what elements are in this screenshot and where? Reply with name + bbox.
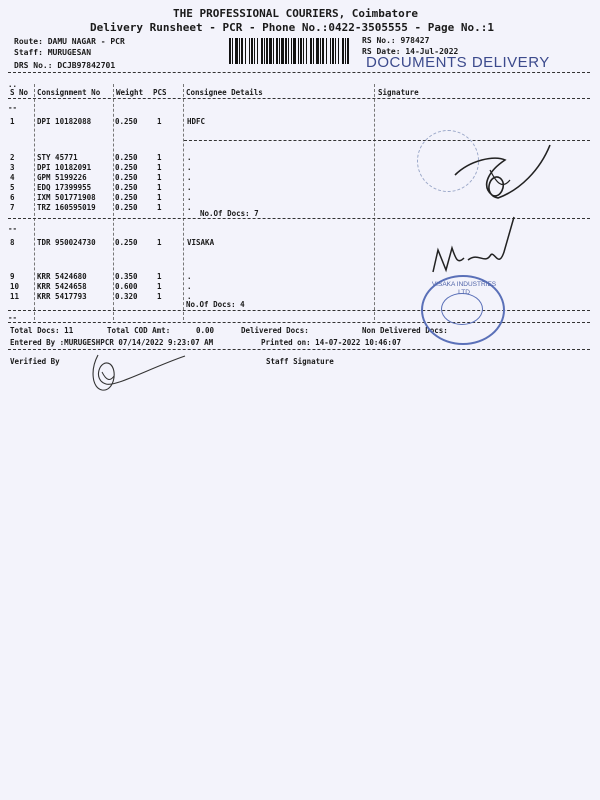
group-marker: -- — [8, 313, 18, 322]
row-pcs: 1 — [157, 163, 162, 172]
documents-delivery-stamp: DOCUMENTS DELIVERY — [366, 54, 550, 71]
staff-signature-label: Staff Signature — [266, 357, 334, 366]
drs-number: DRS No.: DCJB97842701 — [14, 61, 116, 70]
col-consignment: Consignment No — [37, 88, 101, 97]
col-sno: S No — [10, 88, 29, 97]
row-consignee-details: . — [187, 282, 192, 291]
divider — [8, 322, 590, 323]
row-sno: 4 — [10, 173, 15, 182]
group-marker: -- — [8, 103, 18, 112]
row-sno: 5 — [10, 183, 15, 192]
row-sno: 7 — [10, 203, 15, 212]
row-sno: 1 — [10, 117, 15, 126]
group-doc-count: No.Of Docs: 7 — [200, 209, 259, 218]
route-label: Route: DAMU NAGAR - PCR — [14, 37, 125, 46]
col-pcs: PCS — [153, 88, 167, 97]
row-pcs: 1 — [157, 203, 162, 212]
seal-text: VISAKA INDUSTRIES LTD — [431, 281, 497, 296]
row-consignee-details: . — [187, 193, 192, 202]
row-consignee-details: . — [187, 173, 192, 182]
row-pcs: 1 — [157, 117, 162, 126]
rs-number: RS No.: 978427 — [362, 36, 430, 45]
row-consignment-no: KRR 5424658 — [37, 282, 87, 291]
col-consignee: Consignee Details — [186, 88, 263, 97]
row-consignee-details: . — [187, 272, 192, 281]
row-consignee-details: . — [187, 203, 192, 212]
row-weight: 0.250 — [115, 163, 138, 172]
row-consignment-no: IXM 501771908 — [37, 193, 96, 202]
col-line — [183, 84, 184, 320]
runsheet-title: Delivery Runsheet - PCR - Phone No.:0422-3505555 - Page No.:1 — [90, 21, 494, 34]
row-sno: 2 — [10, 153, 15, 162]
col-line — [374, 84, 375, 320]
visaka-seal — [421, 275, 505, 345]
col-signature: Signature — [378, 88, 419, 97]
row-weight: 0.250 — [115, 173, 138, 182]
group-marker: -- — [8, 224, 18, 233]
row-pcs: 1 — [157, 173, 162, 182]
row-weight: 0.350 — [115, 272, 138, 281]
row-consignee-details: HDFC — [187, 117, 206, 126]
row-weight: 0.250 — [115, 117, 138, 126]
entered-by: Entered By :MURUGESHPCR 07/14/2022 9:23:07 AM — [10, 338, 214, 347]
row-consignee-details: . — [187, 183, 192, 192]
header-row-marker: .. — [8, 80, 18, 89]
row-sno: 11 — [10, 292, 20, 301]
delivered-docs: Delivered Docs: — [241, 326, 309, 335]
rs-date: RS Date: 14-Jul-2022 — [362, 47, 459, 56]
row-pcs: 1 — [157, 282, 162, 291]
row-weight: 0.250 — [115, 183, 138, 192]
row-pcs: 1 — [157, 153, 162, 162]
row-weight: 0.250 — [115, 193, 138, 202]
row-weight: 0.250 — [115, 153, 138, 162]
row-sno: 10 — [10, 282, 20, 291]
printed-on: Printed on: 14-07-2022 10:46:07 — [261, 338, 401, 347]
row-consignee-details: . — [187, 153, 192, 162]
row-consignment-no: KRR 5424680 — [37, 272, 87, 281]
row-sno: 6 — [10, 193, 15, 202]
barcode — [229, 38, 352, 64]
total-cod-label: Total COD Amt: — [107, 326, 171, 335]
divider — [8, 72, 590, 73]
row-consignment-no: DPI 10182088 — [37, 117, 92, 126]
col-line — [34, 84, 35, 320]
col-line — [113, 84, 114, 320]
row-pcs: 1 — [157, 193, 162, 202]
row-consignment-no: TDR 950024730 — [37, 238, 96, 247]
row-consignment-no: EDQ 17399955 — [37, 183, 92, 192]
staff-label: Staff: MURUGESAN — [14, 48, 92, 57]
row-consignment-no: TRZ 160595019 — [37, 203, 96, 212]
verified-by: Verified By — [10, 357, 60, 366]
row-consignment-no: DPI 10182091 — [37, 163, 92, 172]
total-cod-value: 0.00 — [196, 326, 215, 335]
total-docs: Total Docs: 11 — [10, 326, 74, 335]
row-weight: 0.250 — [115, 203, 138, 212]
row-consignee-details: . — [187, 292, 192, 301]
seal-inner-ring — [441, 293, 483, 325]
row-weight: 0.320 — [115, 292, 138, 301]
row-consignee-details: VISAKA — [187, 238, 215, 247]
row-consignment-no: STY 45771 — [37, 153, 78, 162]
row-pcs: 1 — [157, 238, 162, 247]
row-pcs: 1 — [157, 183, 162, 192]
row-consignment-no: KRR 5417793 — [37, 292, 87, 301]
recipient-signature-2 — [428, 212, 528, 282]
row-consignee-details: . — [187, 163, 192, 172]
row-sno: 9 — [10, 272, 15, 281]
group-doc-count: No.Of Docs: 4 — [186, 300, 245, 309]
row-pcs: 1 — [157, 272, 162, 281]
row-consignment-no: GPM 5199226 — [37, 173, 87, 182]
non-delivered-docs: Non Delivered Docs: — [362, 326, 448, 335]
row-pcs: 1 — [157, 292, 162, 301]
row-sno: 8 — [10, 238, 15, 247]
verified-signature — [80, 350, 190, 410]
company-title: THE PROFESSIONAL COURIERS, Coimbatore — [173, 7, 419, 20]
row-weight: 0.250 — [115, 238, 138, 247]
barcode-graphic — [229, 38, 352, 64]
divider — [8, 98, 590, 99]
recipient-signature-1 — [450, 140, 560, 215]
col-weight: Weight — [116, 88, 144, 97]
row-sno: 3 — [10, 163, 15, 172]
row-weight: 0.600 — [115, 282, 138, 291]
